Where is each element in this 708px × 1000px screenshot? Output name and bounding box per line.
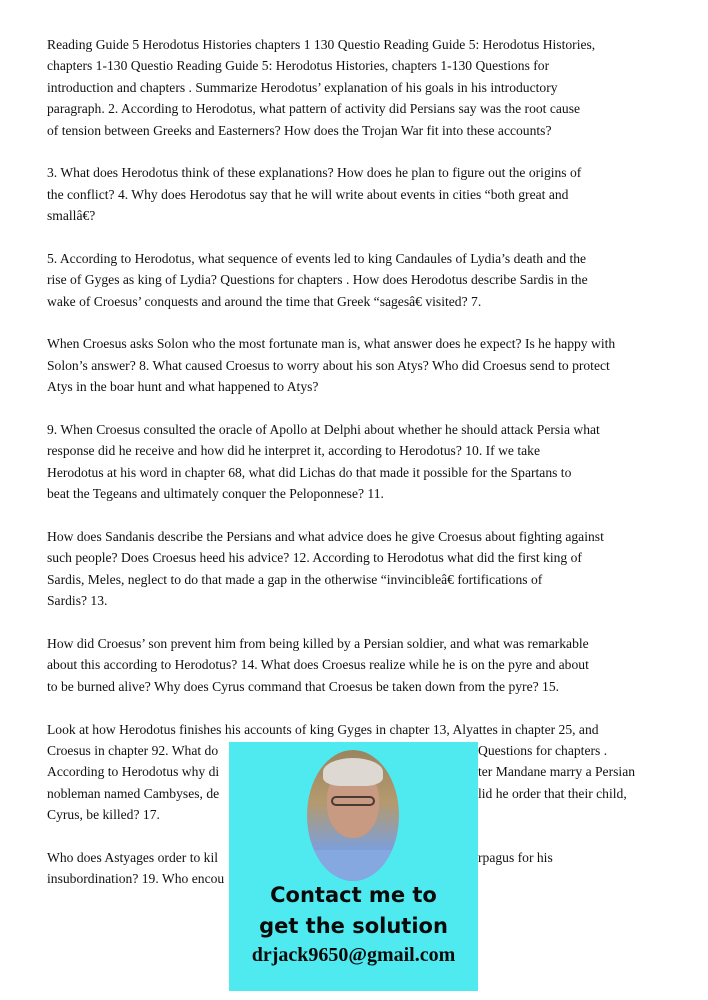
text-line bbox=[47, 483, 667, 504]
text-line bbox=[47, 676, 667, 697]
text-line bbox=[47, 98, 667, 119]
text-line bbox=[47, 162, 667, 183]
text-line bbox=[47, 184, 667, 205]
line-text: the conflict? 4. Why does Herodotus say that he will write about events in cities “both great and bbox=[47, 186, 569, 202]
line-text: response did he receive and how did he interpret it, according to Herodotus? 10. If we take bbox=[47, 443, 540, 459]
line-text: about this according to Herodotus? 14. What does Croesus realize while he is on the pyre and about bbox=[47, 657, 589, 673]
line-text: Reading Guide 5 Herodotus Histories chapters 1 130 Questio Reading Guide 5: Herodotus Histories, bbox=[47, 37, 596, 52]
text-line bbox=[47, 526, 667, 547]
text-line bbox=[47, 34, 667, 55]
text-line bbox=[47, 269, 667, 290]
line-text: rise of Gyges as king of Lydia? Questions for chapters . How does Herodotus describe Sardis in the bbox=[47, 272, 588, 288]
text-line bbox=[47, 719, 667, 740]
line-text: of tension between Greeks and Easterners? How does the Trojan War fit into these accounts? bbox=[47, 122, 552, 138]
line-text: Herodotus at his word in chapter 68, what did Lichas do that made it possible for the Spartans to bbox=[47, 464, 572, 480]
line-text: smallâ€? bbox=[47, 208, 96, 224]
text-line bbox=[47, 376, 667, 397]
paragraph bbox=[47, 162, 667, 226]
text-line bbox=[47, 333, 667, 354]
line-text: nobleman named Cambyses, de bbox=[47, 785, 220, 801]
line-text: Look at how Herodotus finishes his accounts of king Gyges in chapter 13, Alyattes in chapter 25, and bbox=[47, 721, 599, 737]
text-line bbox=[47, 654, 667, 675]
paragraph bbox=[47, 419, 667, 505]
line-text-right: Questions for chapters . bbox=[478, 742, 608, 758]
text-line bbox=[47, 291, 667, 312]
text-line bbox=[47, 547, 667, 568]
line-text: Croesus in chapter 92. What do bbox=[47, 742, 219, 758]
line-text: Solon’s answer? 8. What caused Croesus to worry about his son Atys? Who did Croesus send to protect bbox=[47, 357, 610, 373]
paragraph bbox=[47, 526, 667, 612]
line-text: Atys in the boar hunt and what happened to Atys? bbox=[47, 379, 319, 395]
contact-overlay-ad[interactable] bbox=[229, 742, 478, 991]
line-text: When Croesus asks Solon who the most fortunate man is, what answer does he expect? Is he happy with bbox=[47, 336, 616, 352]
line-text: such people? Does Croesus heed his advice? 12. According to Herodotus what did the first king of bbox=[47, 550, 582, 566]
line-text-right: ter Mandane marry a Persian bbox=[478, 764, 636, 780]
line-text: How did Croesus’ son prevent him from being killed by a Persian soldier, and what was remarkable bbox=[47, 635, 589, 651]
text-line bbox=[47, 355, 667, 376]
line-text: 9. When Croesus consulted the oracle of Apollo at Delphi about whether he should attack Persia what bbox=[47, 422, 600, 438]
line-text: beat the Tegeans and ultimately conquer the Peloponnese? 11. bbox=[47, 486, 384, 502]
text-line bbox=[47, 462, 667, 483]
paragraph bbox=[47, 248, 667, 312]
line-text: chapters 1-130 Questio Reading Guide 5: Herodotus Histories, chapters 1-130 Questions for bbox=[47, 58, 550, 74]
line-text: According to Herodotus why di bbox=[47, 764, 220, 780]
line-text: Who does Astyages order to kil bbox=[47, 849, 219, 865]
line-text: Sardis? 13. bbox=[47, 593, 108, 609]
contact-email[interactable]: drjack9650@gmail.com bbox=[251, 944, 456, 966]
text-line bbox=[47, 248, 667, 269]
cta-line-1: Contact me to bbox=[270, 883, 437, 907]
paragraph bbox=[47, 34, 667, 141]
line-text-right: rpagus for his bbox=[478, 849, 553, 865]
line-text: to be burned alive? Why does Cyrus command that Croesus be taken down from the pyre? 15. bbox=[47, 678, 560, 694]
line-text: 5. According to Herodotus, what sequence of events led to king Candaules of Lydia’s death and the bbox=[47, 250, 587, 266]
line-text: Sardis, Meles, neglect to do that made a gap in the otherwise “invincibleâ€ fortifications of bbox=[47, 571, 543, 587]
text-line bbox=[47, 633, 667, 654]
text-line bbox=[47, 569, 667, 590]
text-line bbox=[47, 419, 667, 440]
line-text-right: lid he order that their child, bbox=[478, 785, 627, 801]
line-text: 3. What does Herodotus think of these explanations? How does he plan to figure out the origins of bbox=[47, 165, 582, 181]
line-text: insubordination? 19. Who encou bbox=[47, 871, 225, 887]
text-line bbox=[47, 55, 667, 76]
line-text: paragraph. 2. According to Herodotus, what pattern of activity did Persians say was the root cause bbox=[47, 101, 581, 117]
text-line bbox=[47, 440, 667, 461]
paragraph bbox=[47, 633, 667, 697]
line-text: How does Sandanis describe the Persians and what advice does he give Croesus about fighting against bbox=[47, 528, 604, 544]
cta-line-2: get the solution bbox=[259, 914, 448, 938]
paragraph bbox=[47, 333, 667, 397]
text-line bbox=[47, 120, 667, 141]
line-text: wake of Croesus’ conquests and around the time that Greek “sagesâ€ visited? 7. bbox=[47, 293, 482, 309]
line-text: Cyrus, be killed? 17. bbox=[47, 807, 160, 823]
author-portrait bbox=[307, 750, 399, 881]
text-line bbox=[47, 77, 667, 98]
line-text: introduction and chapters . Summarize Herodotus’ explanation of his goals in his introductory bbox=[47, 79, 558, 95]
text-line bbox=[47, 205, 667, 226]
text-line bbox=[47, 590, 667, 611]
